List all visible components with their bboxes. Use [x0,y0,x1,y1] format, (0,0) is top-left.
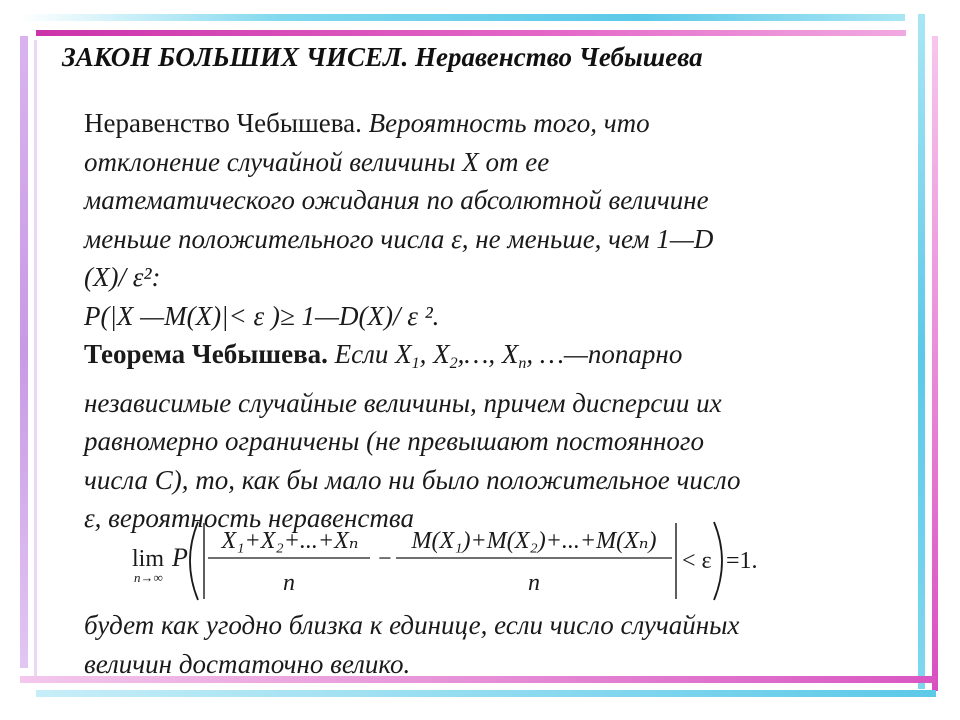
theorem-line-5: ε, вероятность неравенства [84,503,414,533]
inequality-formula: P(|X —M(X)|< ε )≥ 1—D(X)/ ε ². [84,300,440,331]
formula-numerator-1: X₁+X₂+...+Xₙ [221,528,359,554]
formula-denominator-2: n [528,570,540,596]
subscript-n: n [518,355,527,372]
formula-lim: lim [132,546,165,572]
inequality-text: Вероятность того, что [361,108,650,138]
formula-minus: − [378,546,392,572]
chebyshev-limit-formula [132,518,772,604]
inequality-label: Неравенство Чебышева. [84,108,362,138]
theorem-text-if: Если X [327,339,412,369]
subscript-1: 1 [411,355,420,372]
formula-equals-one: =1. [726,548,758,574]
body-line-4: меньше положительного числа ε, не меньше, чем 1—D [84,223,714,254]
theorem-line-2: независимые случайные величины, причем дисперсии их [84,387,722,418]
conclusion-line-2: величин достаточно велико. [84,648,411,679]
formula-less-eps: < ε [682,548,712,574]
decor-stripe-left-thin [34,40,37,680]
theorem-if [327,339,683,372]
body-line-2: отклонение случайной величины X от ее [84,146,550,177]
body-line-theorem [84,335,884,384]
theorem-sep-2: ,…, X [457,339,519,369]
decor-stripe-left-purple [20,36,28,668]
body-line-5: (X)/ ε²: [84,262,161,292]
decor-stripe-right-pink [932,36,938,691]
conclusion-line-1: будет как угодно близка к единице, если число случайных [84,610,740,640]
formula-numerator-2: M(X₁)+M(X₂)+...+M(Xₙ) [411,528,657,554]
formula-lim-sub: n→∞ [134,570,163,585]
formula-p: P [172,543,188,572]
body-line-1 [84,104,884,143]
slide-title: ЗАКОН БОЛЬШИХ ЧИСЕЛ. Неравенство Чебышева [62,42,703,72]
decor-stripe-top-magenta [36,30,906,36]
theorem-label: Теорема Чебышева. [84,339,328,369]
conclusion-text [84,606,884,683]
formula-svg [132,518,772,604]
decor-stripe-right-cyan [918,14,925,689]
body-line-3: математического ожидания по абсолютной величине [84,185,709,215]
subscript-2: 2 [449,355,458,372]
theorem-text-pairwise: , …—попарно [526,339,683,369]
theorem-line-4: числа C), то, как бы мало ни было положительное число [84,464,741,495]
slide-body [84,104,884,538]
decor-stripe-top-cyan [20,14,905,21]
formula-right-paren [714,522,722,600]
formula-left-paren [190,522,198,600]
theorem-line-3: равномерно ограничены (не превышают постоянного [84,426,704,456]
theorem-sep-1: , X [419,339,450,369]
formula-denominator-1: n [283,570,295,596]
decor-stripe-bottom-cyan [36,690,936,697]
